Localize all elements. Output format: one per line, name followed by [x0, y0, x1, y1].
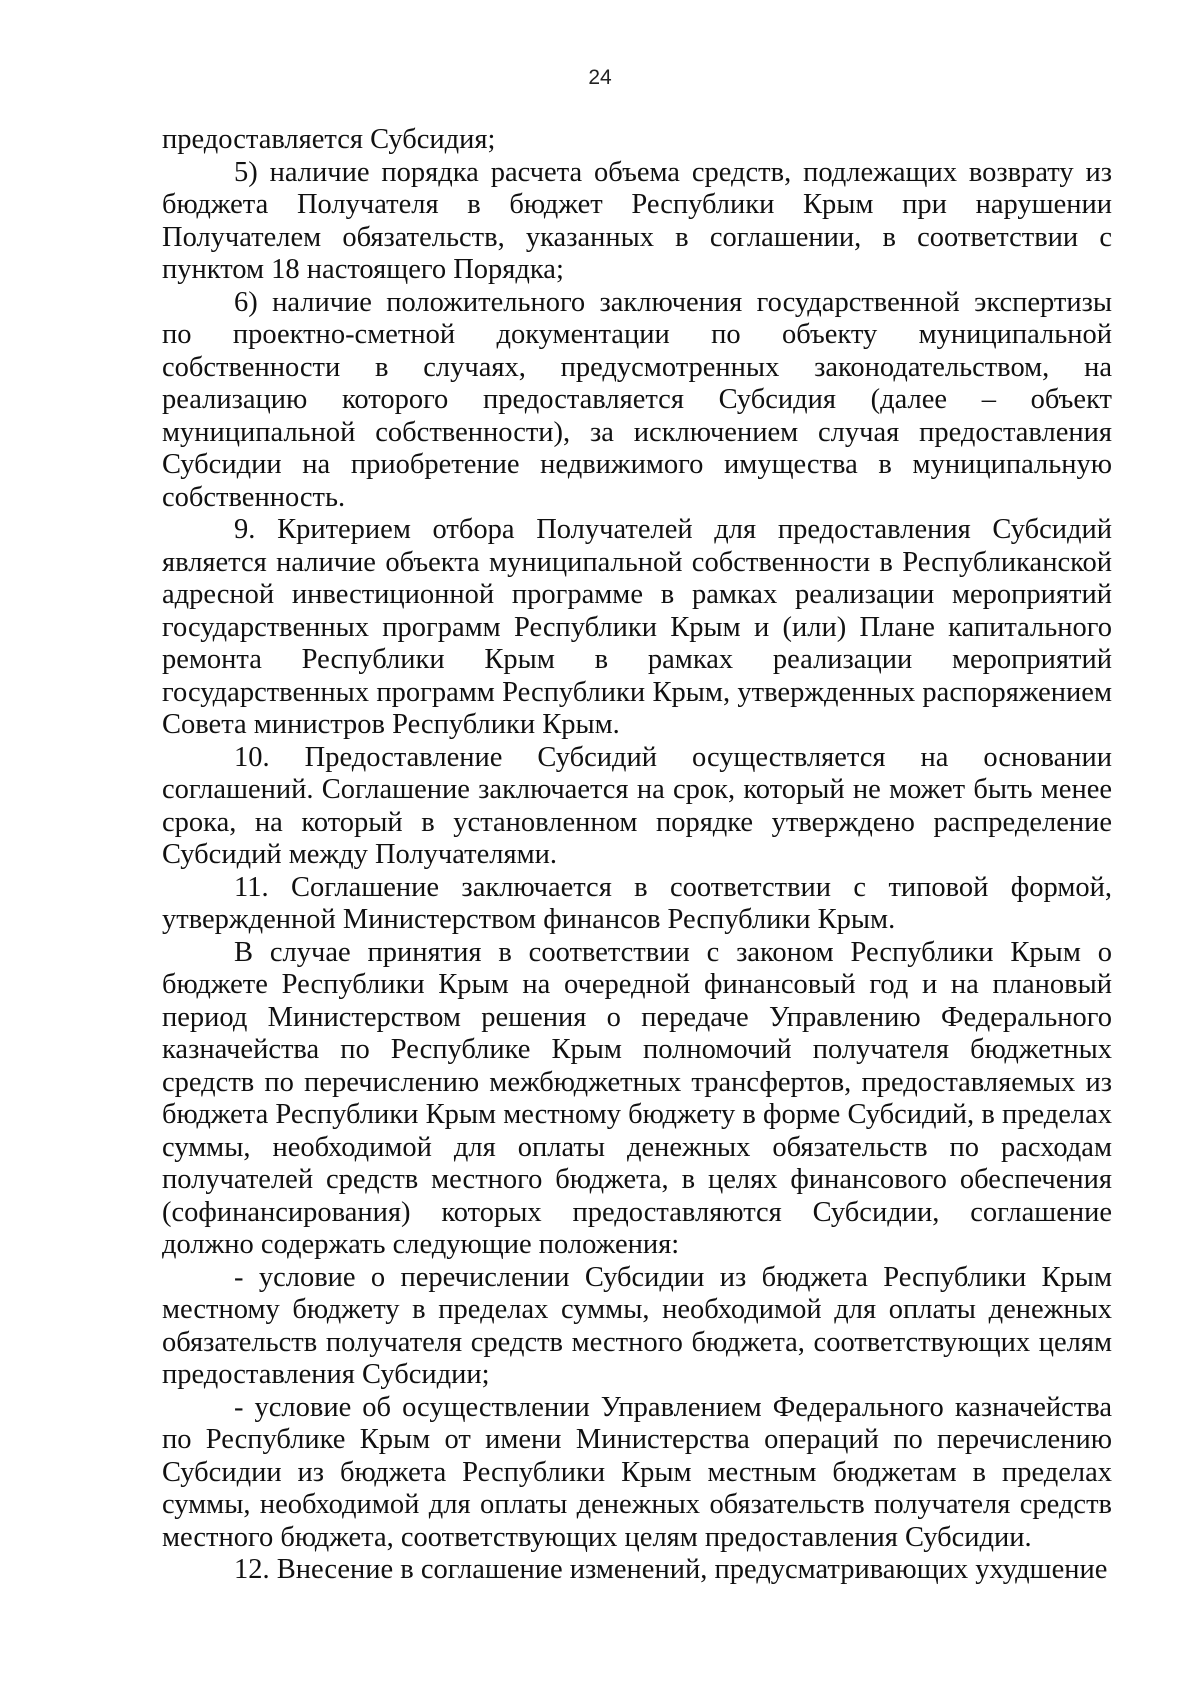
- paragraph-clause-10: 10. Предоставление Субсидий осуществляется на основании соглашений. Соглашение заключается на срок, который не может быть менее срока, на который в установленном порядке утверждено распределение Субсидий между Получателями.: [162, 741, 1112, 870]
- paragraph-condition-transfer: - условие о перечислении Субсидии из бюджета Республики Крым местному бюджету в пределах суммы, необходимой для оплаты денежных обязательств получателя средств местного бюджета, соответствующих целям предоставления Субсидии;: [162, 1261, 1112, 1390]
- paragraph-continuation: предоставляется Субсидия;: [162, 124, 496, 155]
- paragraph-condition-treasury: - условие об осуществлении Управлением Федерального казначейства по Республике Крым от имени Министерства операций по перечислению Субсидии из бюджета Республики Крым местным бюджетам в пределах суммы, необходимой для оплаты денежных обязательств получателя средств местного бюджета, соответствующих целям предоставления Субсидии.: [162, 1391, 1112, 1553]
- paragraph-item-5: 5) наличие порядка расчета объема средств, подлежащих возврату из бюджета Получателя в бюджет Республики Крым при нарушении Получателем обязательств, указанных в соглашении, в соответствии с пунктом 18 настоящего Порядка;: [162, 156, 1112, 285]
- paragraph-treasury-case: В случае принятия в соответствии с законом Республики Крым о бюджете Республики Крым на очередной финансовый год и на плановый период Министерством решения о передаче Управлению Федерального казначейства по Республике Крым полномочий получателя бюджетных средств по перечислению межбюджетных трансфертов, предоставляемых из бюджета Республики Крым местному бюджету в форме Субсидий, в пределах суммы, необходимой для оплаты денежных обязательств по расходам получателей средств местного бюджета, в целях финансового обеспечения (софинансирования) которых предоставляются Субсидии, соглашение должно содержать следующие положения:: [162, 936, 1112, 1260]
- paragraph-clause-9: 9. Критерием отбора Получателей для предоставления Субсидий является наличие объекта муниципальной собственности в Республиканской адресной инвестиционной программе в рамках реализации мероприятий государственных программ Республики Крым и (или) Плане капитального ремонта Республики Крым в рамках реализации мероприятий государственных программ Республики Крым, утвержденных распоряжением Совета министров Республики Крым.: [162, 514, 1112, 740]
- page-number: 24: [588, 66, 612, 89]
- paragraph-clause-11: 11. Соглашение заключается в соответствии с типовой формой, утвержденной Министерством финансов Республики Крым.: [162, 871, 1112, 935]
- paragraph-clause-12: 12. Внесение в соглашение изменений, предусматривающих ухудшение: [234, 1554, 1108, 1585]
- document-body: [162, 124, 1112, 1587]
- paragraph-item-6: 6) наличие положительного заключения государственной экспертизы по проектно-сметной документации по объекту муниципальной собственности в случаях, предусмотренных законодательством, на реализацию которого предоставляется Субсидия (далее – объект муниципальной собственности), за исключением случая предоставления Субсидии на приобретение недвижимого имущества в муниципальную собственность.: [162, 286, 1112, 513]
